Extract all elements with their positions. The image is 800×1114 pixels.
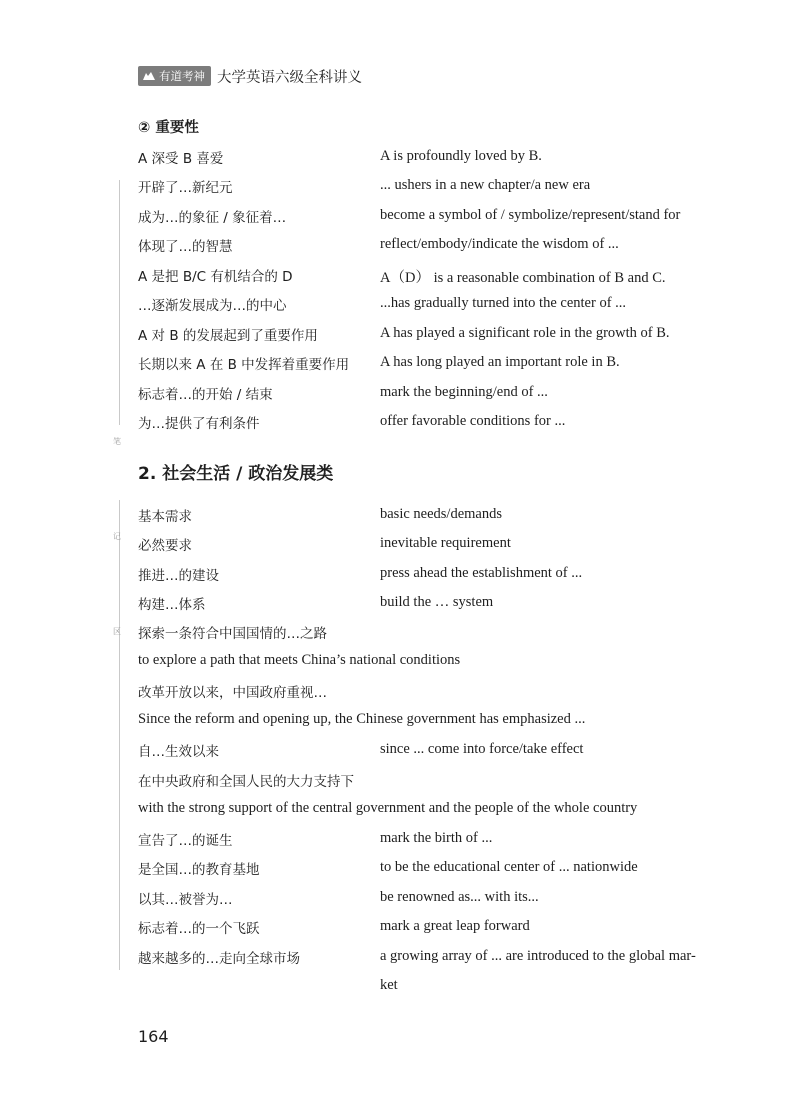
phrase-zh: 长期以来 A 在 B 中发挥着重要作用	[138, 357, 350, 373]
phrase-zh: 构建…体系	[138, 597, 206, 613]
section-heading-social-political: 2. 社会生活 / 政治发展类	[138, 464, 334, 484]
phrase-en: reflect/embody/indicate the wisdom of ...	[380, 236, 619, 252]
phrase-zh: 是全国…的教育基地	[138, 862, 260, 878]
phrase-zh: …逐渐发展成为…的中心	[138, 298, 287, 314]
long-phrase-zh: 探索一条符合中国国情的…之路	[138, 626, 327, 642]
phrase-row	[138, 917, 738, 941]
phrase-zh: 标志着…的一个飞跃	[138, 921, 260, 937]
phrase-en: A is profoundly loved by B.	[380, 148, 542, 164]
phrase-row	[138, 505, 738, 529]
phrase-row	[138, 740, 738, 764]
phrase-zh: 体现了…的智慧	[138, 239, 233, 255]
phrase-en: be renowned as... with its...	[380, 889, 539, 905]
phrase-en: become a symbol of / symbolize/represent/stand for	[380, 207, 681, 223]
margin-label: 区	[113, 627, 121, 636]
long-phrase-en: to explore a path that meets China’s national conditions	[138, 652, 461, 668]
phrase-zh: 越来越多的…走向全球市场	[138, 951, 300, 967]
phrase-en: build the … system	[380, 594, 494, 610]
phrase-row	[138, 858, 738, 882]
phrase-en: A（D） is a reasonable combination of B and C.	[380, 270, 666, 286]
phrase-zh: 开辟了…新纪元	[138, 180, 233, 196]
phrase-zh: A 深受 B 喜爱	[138, 151, 224, 167]
phrase-en: to be the educational center of ... nationwide	[380, 859, 638, 875]
phrase-row	[138, 324, 738, 348]
phrase-zh: 宣告了…的诞生	[138, 833, 233, 849]
phrase-row	[138, 265, 738, 289]
long-phrase-en: with the strong support of the central government and the people of the whole country	[138, 800, 638, 816]
phrase-zh: 基本需求	[138, 509, 192, 525]
phrase-en: a growing array of ... are introduced to the global mar-	[380, 948, 696, 964]
phrase-zh: 自…生效以来	[138, 744, 219, 760]
phrase-zh: 必然要求	[138, 538, 192, 554]
phrase-en: inevitable requirement	[380, 535, 511, 551]
phrase-en: A has long played an important role in B.	[380, 354, 620, 370]
margin-label: 笔	[113, 437, 121, 446]
phrase-row	[138, 294, 738, 318]
phrase-zh: A 对 B 的发展起到了重要作用	[138, 328, 318, 344]
phrase-row	[138, 206, 738, 230]
phrase-row	[138, 564, 738, 588]
phrase-row	[138, 176, 738, 200]
section-heading-importance: ② 重要性	[138, 120, 199, 136]
page-header	[138, 66, 362, 86]
phrase-en: ... ushers in a new chapter/a new era	[380, 177, 591, 193]
phrase-en: ...has gradually turned into the center of ...	[380, 295, 627, 311]
phrase-row	[138, 147, 738, 171]
phrase-en: mark the beginning/end of ...	[380, 384, 548, 400]
phrase-row	[138, 534, 738, 558]
phrase-en: press ahead the establishment of ...	[380, 565, 583, 581]
long-phrase-en: Since the reform and opening up, the Chinese government has emphasized ...	[138, 711, 586, 727]
phrase-row	[138, 888, 738, 912]
phrase-row	[138, 383, 738, 407]
phrase-row	[138, 235, 738, 259]
margin-rail	[119, 500, 120, 970]
phrase-en: mark the birth of ...	[380, 830, 493, 846]
long-phrase-zh: 改革开放以来，中国政府重视…	[138, 685, 327, 701]
phrase-zh: 以其…被誉为…	[138, 892, 233, 908]
phrase-en: basic needs/demands	[380, 506, 503, 522]
margin-label: 记	[113, 532, 121, 541]
book-title: 大学英语六级全科讲义	[217, 69, 362, 86]
brand-name: 有道考神	[159, 69, 205, 83]
phrase-en-continued: ket	[380, 977, 398, 993]
long-phrase-zh: 在中央政府和全国人民的大力支持下	[138, 774, 354, 790]
phrase-zh: 为…提供了有利条件	[138, 416, 260, 432]
phrase-zh: 推进…的建设	[138, 568, 219, 584]
margin-rail	[119, 180, 120, 425]
phrase-en: offer favorable conditions for ...	[380, 413, 566, 429]
phrase-en: since ... come into force/take effect	[380, 741, 584, 757]
phrase-zh: 成为…的象征 / 象征着…	[138, 210, 287, 226]
page-number: 164	[138, 1027, 169, 1046]
phrase-row	[138, 593, 738, 617]
phrase-en: A has played a significant role in the growth of B.	[380, 325, 670, 341]
phrase-row	[138, 829, 738, 853]
phrase-row	[138, 412, 738, 436]
phrase-row	[138, 353, 738, 377]
brand-logo	[138, 66, 211, 86]
phrase-en: mark a great leap forward	[380, 918, 530, 934]
phrase-row	[138, 947, 738, 1001]
fox-icon	[142, 70, 156, 82]
phrase-zh: 标志着…的开始 / 结束	[138, 387, 273, 403]
phrase-zh: A 是把 B/C 有机结合的 D	[138, 269, 293, 285]
